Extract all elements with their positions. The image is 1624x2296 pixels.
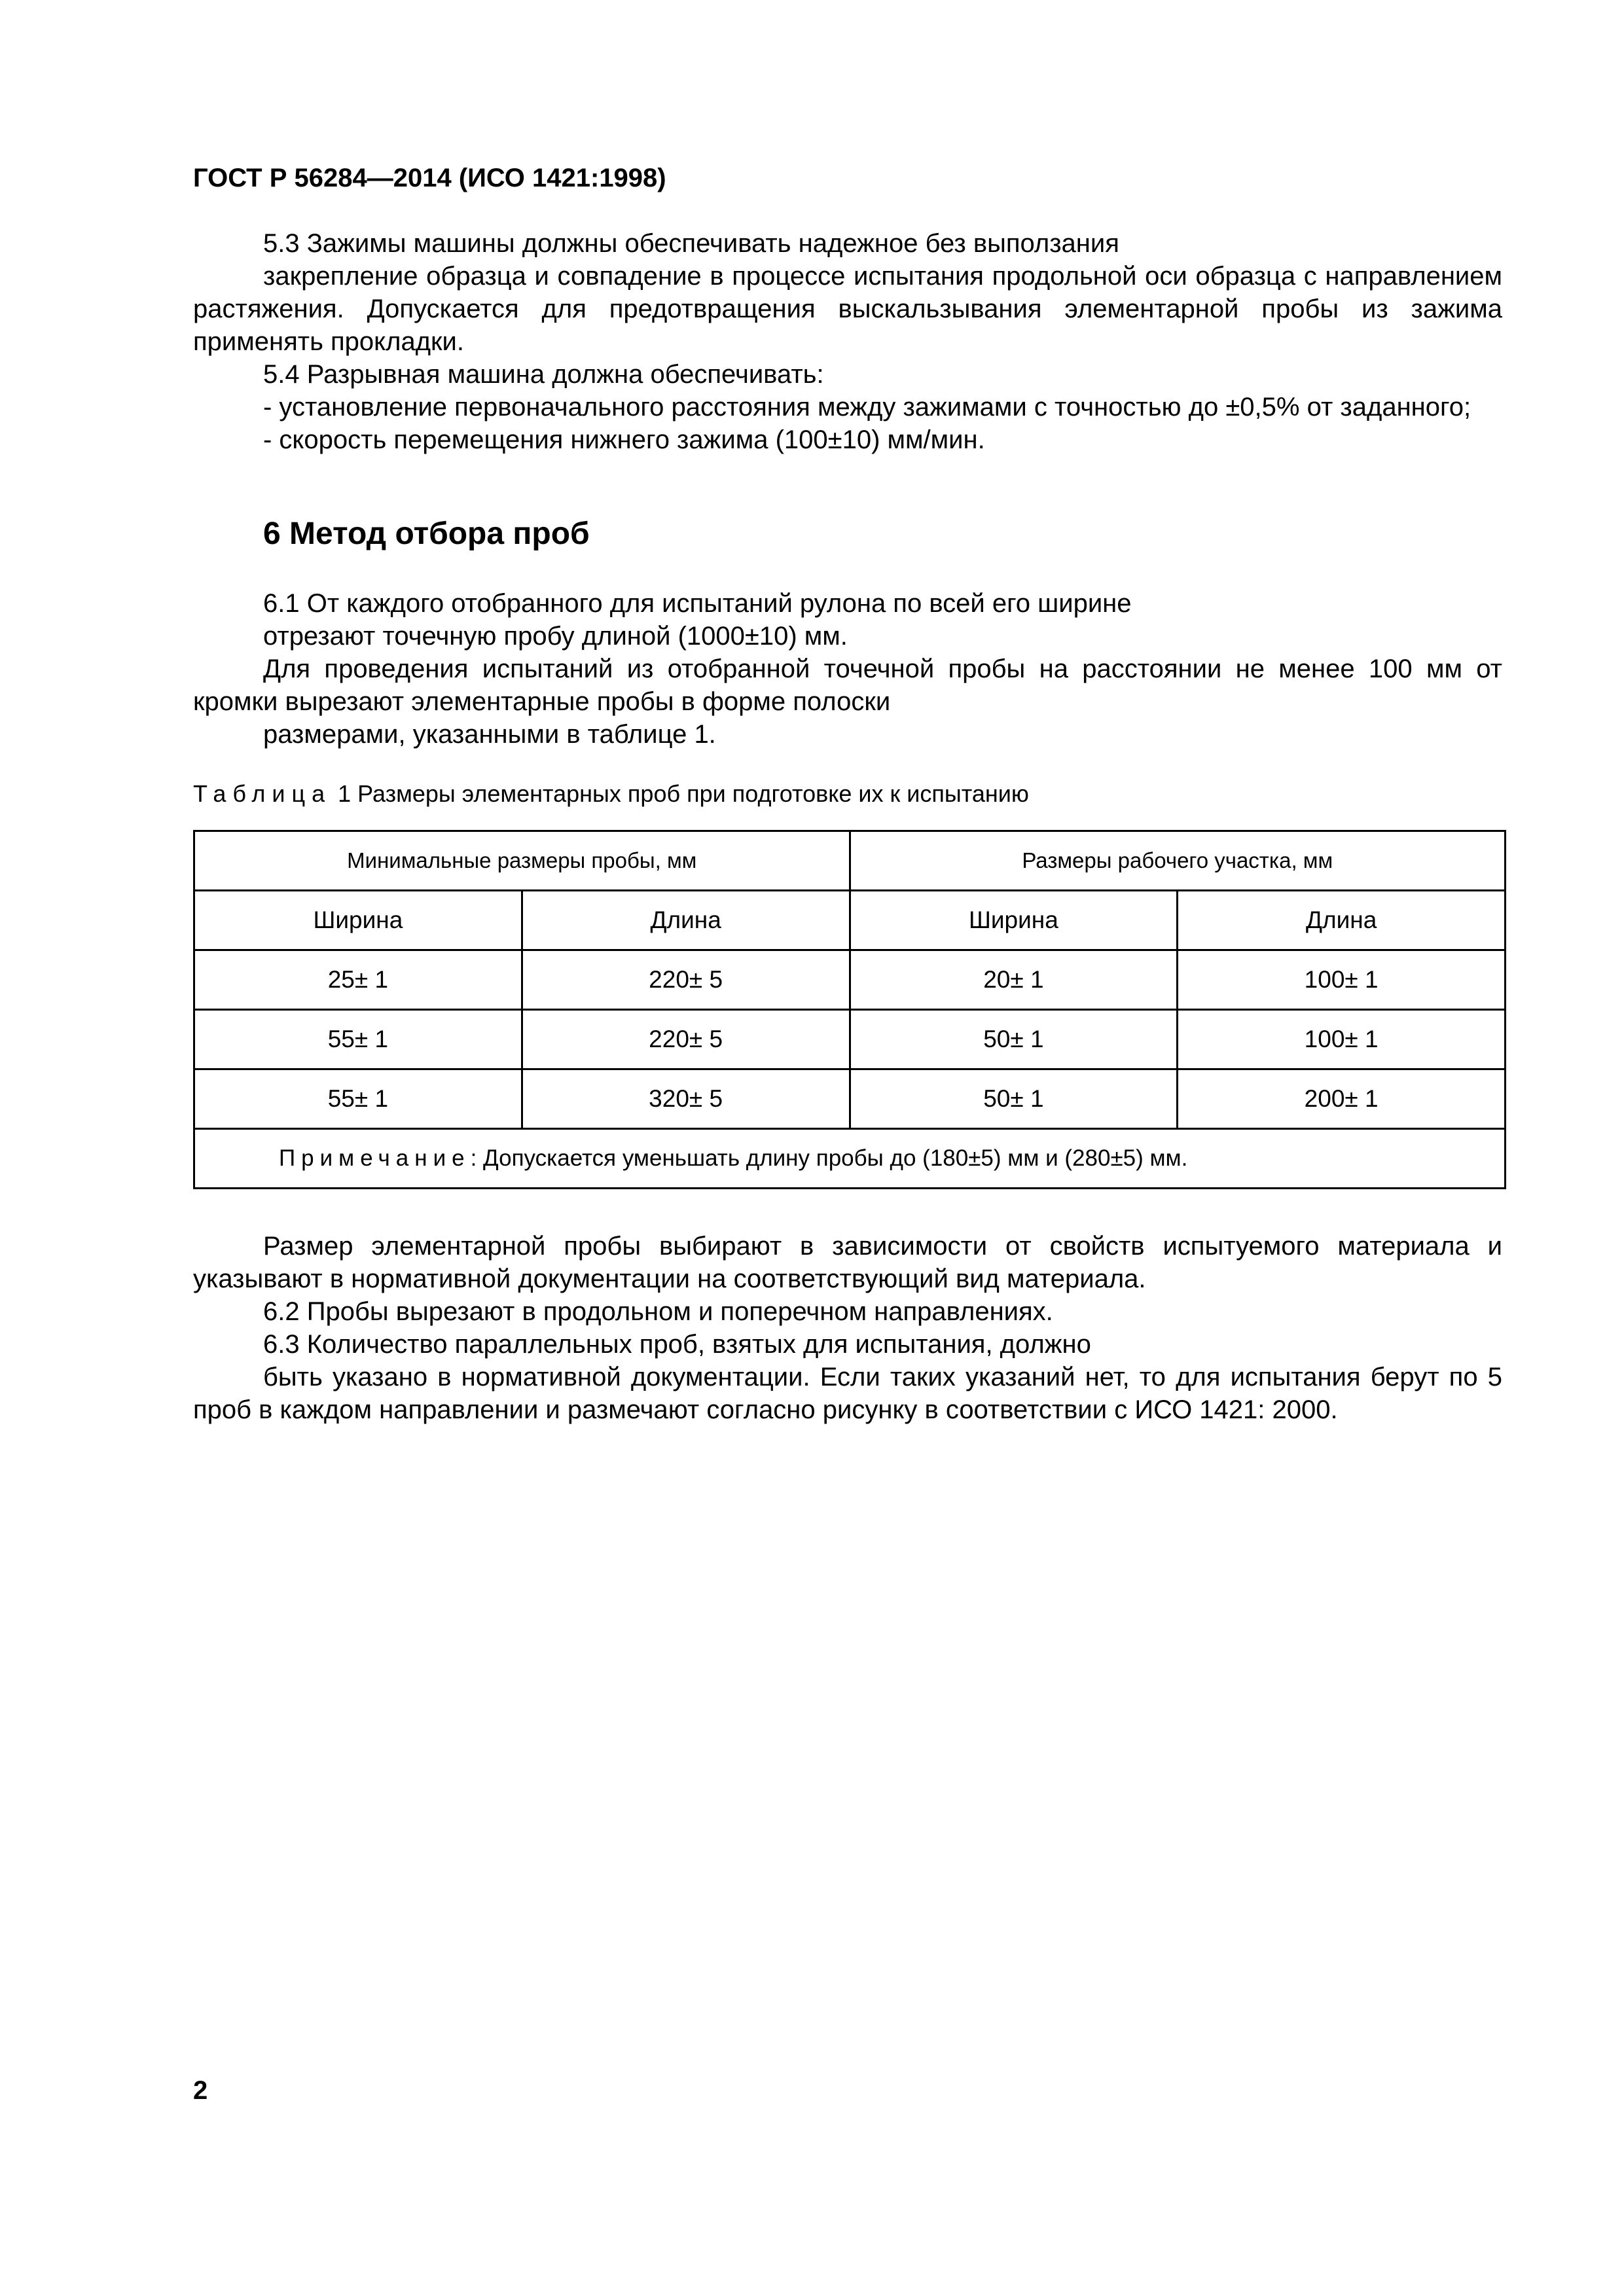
paragraph: - скорость перемещения нижнего зажима (100±10) мм/мин. bbox=[263, 425, 985, 454]
table-cell: 320± 5 bbox=[522, 1069, 850, 1129]
column-header: Длина bbox=[522, 891, 850, 950]
table-caption bbox=[193, 780, 1029, 808]
table-cell: 100± 1 bbox=[1178, 950, 1506, 1010]
table-caption-label: Таблица bbox=[193, 780, 332, 807]
paragraph: Размер элементарной пробы выбирают в зависимости от свойств испытуемого материала и указывают в нормативной документации на соответствующий вид материала. bbox=[193, 1232, 1502, 1293]
paragraph: закрепление образца и совпадение в процессе испытания продольной оси образца с направлением растяжения. Допускается для предотвращения выскальзывания элементарной пробы из зажима применять прокладки. bbox=[193, 262, 1502, 356]
table-note-text: : Допускается уменьшать длину пробы до (180±5) мм и (280±5) мм. bbox=[470, 1145, 1188, 1171]
column-header: Ширина bbox=[194, 891, 522, 950]
table-cell: 100± 1 bbox=[1178, 1010, 1506, 1069]
table-cell: 55± 1 bbox=[194, 1069, 522, 1129]
table-cell: 220± 5 bbox=[522, 950, 850, 1010]
table-subheader-row bbox=[194, 891, 1506, 950]
column-header: Длина bbox=[1178, 891, 1506, 950]
column-header: Ширина bbox=[850, 891, 1178, 950]
paragraph: 6.1 От каждого отобранного для испытаний рулона по всей его ширине bbox=[263, 589, 1132, 618]
table-row bbox=[194, 1069, 1506, 1129]
clause-6-2-block bbox=[193, 1230, 1502, 1426]
table-group-header-row bbox=[194, 831, 1506, 891]
table-cell: 20± 1 bbox=[850, 950, 1178, 1010]
table-note-label: Примечание bbox=[279, 1145, 471, 1171]
page-number: 2 bbox=[193, 2076, 208, 2105]
table-cell: 50± 1 bbox=[850, 1069, 1178, 1129]
table-cell: 25± 1 bbox=[194, 950, 522, 1010]
paragraph: 6.2 Пробы вырезают в продольном и поперечном направлениях. bbox=[263, 1297, 1053, 1326]
paragraph: Для проведения испытаний из отобранной точечной пробы на расстоянии не менее 100 мм от кромки вырезают элементарные пробы в форме полоски bbox=[193, 655, 1502, 716]
paragraph: размерами, указанными в таблице 1. bbox=[263, 720, 716, 749]
table-cell: 50± 1 bbox=[850, 1010, 1178, 1069]
table-cell: 55± 1 bbox=[194, 1010, 522, 1069]
clause-6-1-block bbox=[193, 587, 1502, 751]
paragraph: - установление первоначального расстояния между зажимами с точностью до ±0,5% от заданного; bbox=[263, 393, 1471, 422]
table-cell: 200± 1 bbox=[1178, 1069, 1506, 1129]
clause-5-block bbox=[193, 227, 1502, 456]
paragraph: 5.4 Разрывная машина должна обеспечивать: bbox=[263, 360, 824, 389]
document-header: ГОСТ Р 56284—2014 (ИСО 1421:1998) bbox=[193, 164, 666, 192]
table-caption-text: 1 Размеры элементарных проб при подготовке их к испытанию bbox=[331, 780, 1029, 807]
table-row bbox=[194, 950, 1506, 1010]
dimensions-table bbox=[193, 830, 1506, 1189]
paragraph: 5.3 Зажимы машины должны обеспечивать надежное без выползания bbox=[263, 229, 1119, 258]
section-title: 6 Метод отбора проб bbox=[263, 516, 590, 551]
group-header-sample-size: Минимальные размеры пробы, мм bbox=[194, 831, 850, 891]
table-cell: 220± 5 bbox=[522, 1010, 850, 1069]
group-header-working-area: Размеры рабочего участка, мм bbox=[850, 831, 1506, 891]
paragraph: быть указано в нормативной документации. Если таких указаний нет, то для испытания берут по 5 проб в каждом направлении и размечают согласно рисунку в соответствии с ИСО 1421: 2000. bbox=[193, 1363, 1502, 1424]
table-note-row bbox=[194, 1129, 1506, 1189]
table-row bbox=[194, 1010, 1506, 1069]
table-note bbox=[194, 1129, 1506, 1189]
paragraph: отрезают точечную пробу длиной (1000±10) мм. bbox=[263, 622, 848, 651]
paragraph: 6.3 Количество параллельных проб, взятых для испытания, должно bbox=[263, 1330, 1091, 1359]
